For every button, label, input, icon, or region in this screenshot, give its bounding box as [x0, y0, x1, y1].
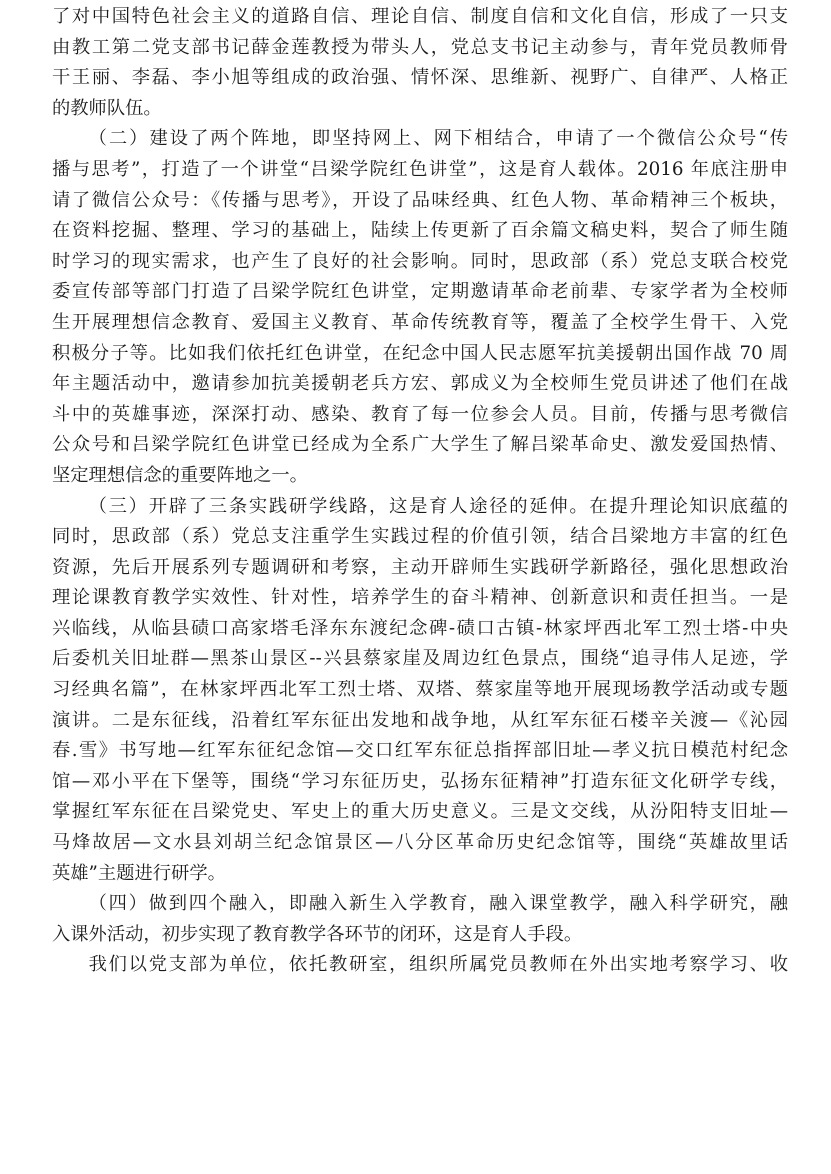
text-line: 理论课教育教学实效性、针对性，培养学生的奋斗精神、创新意识和责任担当。一是 — [52, 587, 788, 609]
paragraph-party-branch — [52, 950, 788, 981]
text-line: 资源，先后开展系列专题调研和考察，主动开辟师生实践研学新路径，强化思想政治 — [52, 556, 788, 578]
text-line: 在资料挖掘、整理、学习的基础上，陆续上传更新了百余篇文稿史料，契合了师生随 — [52, 220, 788, 242]
paragraph-three-routes — [52, 492, 788, 890]
text-line: 委宣传部等部门打造了吕梁学院红色讲堂，定期邀请革命老前辈、专家学者为全校师 — [52, 281, 788, 303]
text-line: 入课外活动，初步实现了教育教学各环节的闭环，这是育人手段。 — [52, 923, 583, 945]
text-line: 年主题活动中，邀请参加抗美援朝老兵方宏、郭成义为全校师生党员讲述了他们在战 — [52, 373, 788, 395]
paragraph-four-integrations — [52, 889, 788, 950]
text-line: 春.雪》书写地—红军东征纪念馆—交口红军东征总指挥部旧址—孝义抗日模范村纪念 — [52, 740, 788, 762]
text-line: （三）开辟了三条实践研学线路，这是育人途径的延伸。在提升理论知识底蕴的 — [88, 495, 788, 517]
text-line: 了对中国特色社会主义的道路自信、理论自信、制度自信和文化自信，形成了一只支 — [52, 6, 788, 27]
text-line: 后委机关旧址群—黑茶山景区--兴县蔡家崖及周边红色景点，围绕“追寻伟人足迹，学 — [52, 648, 788, 670]
text-line: 积极分子等。比如我们依托红色讲堂，在纪念中国人民志愿军抗美援朝出国作战 70 周 — [52, 342, 788, 364]
text-line: 坚定理想信念的重要阵地之一。 — [52, 464, 308, 486]
paragraph-two-positions — [52, 124, 788, 491]
text-line: 播与思考”，打造了一个讲堂“吕梁学院红色讲堂”，这是育人载体。2016 年底注册申 — [52, 158, 788, 180]
text-line: 演讲。二是东征线，沿着红军东征出发地和战争地，从红军东征石楼辛关渡—《沁园 — [52, 709, 788, 731]
text-line: 英雄”主题进行研学。 — [52, 862, 226, 884]
text-line: 公众号和吕梁学院红色讲堂已经成为全系广大学生了解吕梁革命史、激发爱国热情、 — [52, 434, 788, 456]
text-line: 掌握红军东征在吕梁党史、军史上的重大历史意义。三是文交线，从汾阳特支旧址— — [52, 801, 788, 823]
text-line: 时学习的现实需求，也产生了良好的社会影响。同时，思政部（系）党总支联合校党 — [52, 250, 788, 272]
text-line: 我们以党支部为单位，依托教研室，组织所属党员教师在外出实地考察学习、收 — [88, 954, 788, 976]
text-line: 的教师队伍。 — [52, 97, 162, 119]
paragraph-teacher-team — [52, 2, 788, 124]
document-body — [52, 2, 788, 981]
text-line: 同时，思政部（系）党总支注重学生实践过程的价值引领，结合吕梁地方丰富的红色 — [52, 526, 788, 548]
text-line: 馆—邓小平在下堡等，围绕“学习东征历史，弘扬东征精神”打造东征文化研学专线， — [52, 770, 788, 792]
text-line: 兴临线，从临县碛口高家塔毛泽东东渡纪念碑-碛口古镇-林家坪西北军工烈士塔-中央 — [52, 617, 788, 639]
text-line: 由教工第二党支部书记薛金莲教授为带头人，党总支书记主动参与，青年党员教师骨 — [52, 36, 788, 58]
text-line: （二）建设了两个阵地，即坚持网上、网下相结合，申请了一个微信公众号“传 — [88, 128, 788, 150]
text-line: 马烽故居—文水县刘胡兰纪念馆景区—八分区革命历史纪念馆等，围绕“英雄故里话 — [52, 832, 788, 854]
text-line: 生开展理想信念教育、爱国主义教育、革命传统教育等，覆盖了全校学生骨干、入党 — [52, 311, 788, 333]
text-line: 斗中的英雄事迹，深深打动、感染、教育了每一位参会人员。目前，传播与思考微信 — [52, 403, 788, 425]
text-line: 习经典名篇”，在林家坪西北军工烈士塔、双塔、蔡家崖等地开展现场教学活动或专题 — [52, 679, 788, 701]
text-line: 请了微信公众号：《传播与思考》，开设了品味经典、红色人物、革命精神三个板块， — [52, 189, 788, 211]
text-line: 干王丽、李磊、李小旭等组成的政治强、情怀深、思维新、视野广、自律严、人格正 — [52, 67, 788, 89]
text-line: （四）做到四个融入，即融入新生入学教育，融入课堂教学，融入科学研究，融 — [88, 893, 788, 915]
